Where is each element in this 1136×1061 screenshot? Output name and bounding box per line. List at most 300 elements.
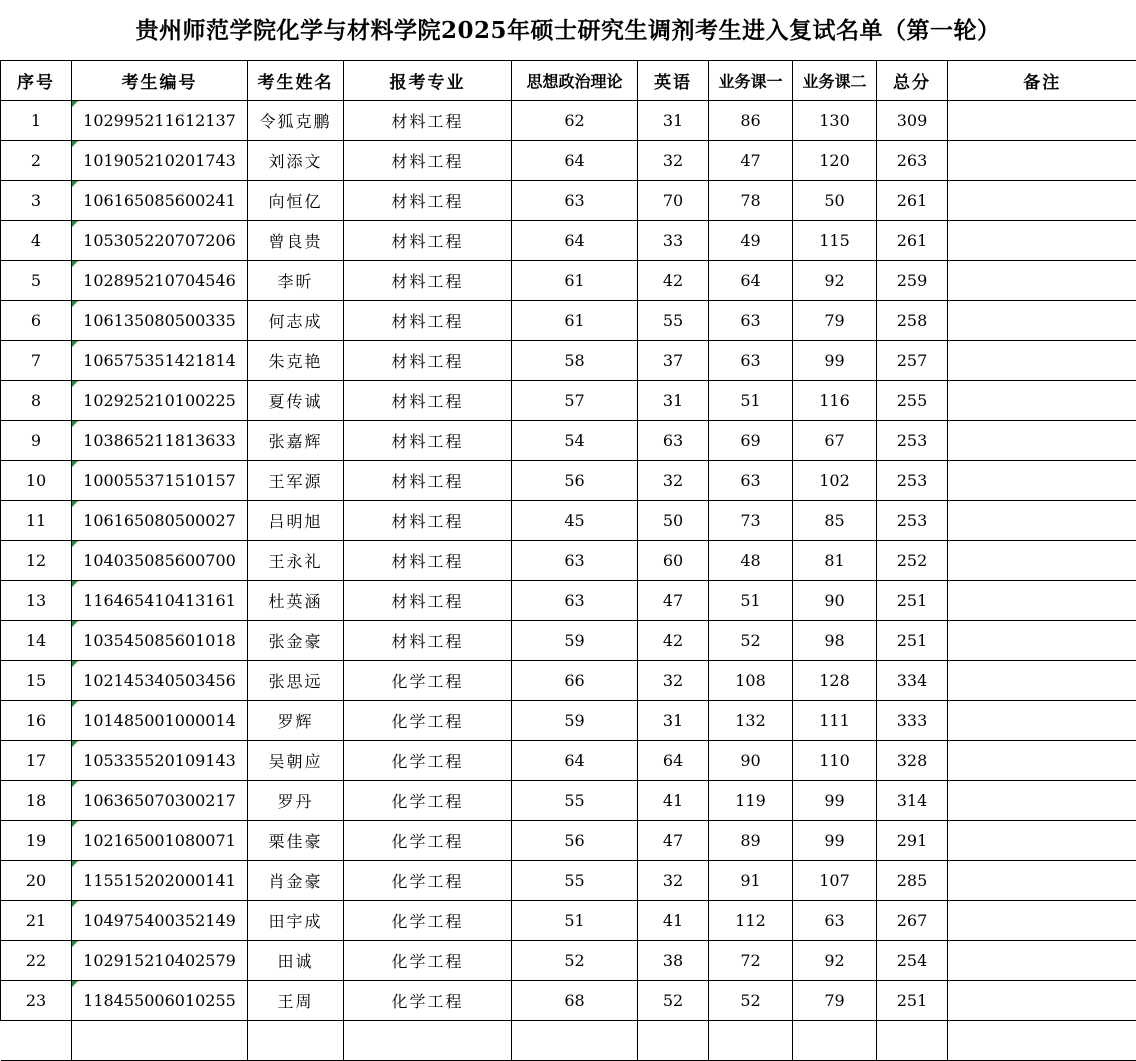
cell-course2[interactable]: 99 xyxy=(793,781,877,821)
cell-exam-id[interactable] xyxy=(72,901,248,941)
cell-remark[interactable] xyxy=(948,461,1136,501)
header-seq[interactable]: 序号 xyxy=(1,61,72,101)
cell-seq[interactable]: 2 xyxy=(1,141,72,181)
cell-course1[interactable]: 89 xyxy=(709,821,793,861)
table-row xyxy=(1,581,1136,621)
exam-id-text: 106365070300217 xyxy=(83,791,236,810)
cell-name[interactable]: 何志成 xyxy=(248,301,344,341)
cell-exam-id[interactable] xyxy=(72,101,248,141)
blank-cell[interactable] xyxy=(709,1021,793,1061)
cell-politics[interactable]: 56 xyxy=(512,461,638,501)
text-number-indicator-icon xyxy=(72,261,78,267)
cell-seq[interactable]: 18 xyxy=(1,781,72,821)
cell-seq[interactable]: 9 xyxy=(1,421,72,461)
cell-english[interactable]: 50 xyxy=(638,501,709,541)
cell-exam-id[interactable] xyxy=(72,821,248,861)
cell-total[interactable]: 291 xyxy=(877,821,948,861)
header-row xyxy=(1,61,1136,101)
cell-exam-id[interactable] xyxy=(72,621,248,661)
cell-total[interactable]: 253 xyxy=(877,501,948,541)
cell-seq[interactable]: 15 xyxy=(1,661,72,701)
cell-major[interactable]: 材料工程 xyxy=(344,261,512,301)
cell-total[interactable]: 328 xyxy=(877,741,948,781)
cell-exam-id[interactable] xyxy=(72,541,248,581)
text-number-indicator-icon xyxy=(72,781,78,787)
page-title: 贵州师范学院化学与材料学院2025年硕士研究生调剂考生进入复试名单（第一轮） xyxy=(0,0,1136,62)
cell-major[interactable]: 材料工程 xyxy=(344,461,512,501)
cell-course1[interactable]: 78 xyxy=(709,181,793,221)
cell-major[interactable]: 材料工程 xyxy=(344,221,512,261)
cell-name[interactable]: 罗辉 xyxy=(248,701,344,741)
cell-english[interactable]: 60 xyxy=(638,541,709,581)
cell-major[interactable]: 材料工程 xyxy=(344,341,512,381)
cell-course2[interactable]: 50 xyxy=(793,181,877,221)
exam-id-text: 116465410413161 xyxy=(83,591,236,610)
cell-course1[interactable]: 108 xyxy=(709,661,793,701)
cell-course1[interactable]: 52 xyxy=(709,621,793,661)
cell-politics[interactable]: 64 xyxy=(512,741,638,781)
cell-course2[interactable]: 81 xyxy=(793,541,877,581)
table-row xyxy=(1,221,1136,261)
cell-course2[interactable]: 111 xyxy=(793,701,877,741)
cell-name[interactable]: 王周 xyxy=(248,981,344,1021)
cell-remark[interactable] xyxy=(948,741,1136,781)
table-row xyxy=(1,981,1136,1021)
cell-total[interactable]: 285 xyxy=(877,861,948,901)
cell-name[interactable]: 夏传诚 xyxy=(248,381,344,421)
exam-id-text: 102145340503456 xyxy=(83,671,236,690)
cell-politics[interactable]: 58 xyxy=(512,341,638,381)
cell-english[interactable]: 38 xyxy=(638,941,709,981)
cell-course2[interactable]: 98 xyxy=(793,621,877,661)
cell-seq[interactable]: 17 xyxy=(1,741,72,781)
cell-english[interactable]: 32 xyxy=(638,141,709,181)
cell-major[interactable]: 化学工程 xyxy=(344,861,512,901)
cell-course1[interactable]: 51 xyxy=(709,581,793,621)
cell-remark[interactable] xyxy=(948,501,1136,541)
cell-exam-id[interactable] xyxy=(72,701,248,741)
table-row xyxy=(1,861,1136,901)
cell-course1[interactable]: 86 xyxy=(709,101,793,141)
cell-course2[interactable]: 85 xyxy=(793,501,877,541)
cell-politics[interactable]: 51 xyxy=(512,901,638,941)
cell-course2[interactable]: 102 xyxy=(793,461,877,501)
cell-english[interactable]: 63 xyxy=(638,421,709,461)
cell-course1[interactable]: 48 xyxy=(709,541,793,581)
table-row xyxy=(1,261,1136,301)
cell-remark[interactable] xyxy=(948,581,1136,621)
text-number-indicator-icon xyxy=(72,861,78,867)
cell-english[interactable]: 42 xyxy=(638,261,709,301)
cell-course2[interactable]: 130 xyxy=(793,101,877,141)
text-number-indicator-icon xyxy=(72,541,78,547)
cell-seq[interactable]: 13 xyxy=(1,581,72,621)
header-total[interactable]: 总分 xyxy=(877,61,948,101)
cell-exam-id[interactable] xyxy=(72,501,248,541)
cell-seq[interactable]: 8 xyxy=(1,381,72,421)
cell-course2[interactable]: 79 xyxy=(793,301,877,341)
cell-total[interactable]: 261 xyxy=(877,221,948,261)
cell-seq[interactable]: 16 xyxy=(1,701,72,741)
cell-name[interactable]: 张思远 xyxy=(248,661,344,701)
cell-remark[interactable] xyxy=(948,181,1136,221)
cell-name[interactable]: 罗丹 xyxy=(248,781,344,821)
cell-total[interactable]: 258 xyxy=(877,301,948,341)
cell-major[interactable]: 材料工程 xyxy=(344,421,512,461)
cell-course1[interactable]: 91 xyxy=(709,861,793,901)
cell-exam-id[interactable] xyxy=(72,141,248,181)
cell-remark[interactable] xyxy=(948,261,1136,301)
cell-course1[interactable]: 90 xyxy=(709,741,793,781)
cell-total[interactable]: 257 xyxy=(877,341,948,381)
cell-exam-id[interactable] xyxy=(72,861,248,901)
cell-english[interactable]: 32 xyxy=(638,661,709,701)
blank-cell[interactable] xyxy=(638,1021,709,1061)
cell-seq[interactable]: 6 xyxy=(1,301,72,341)
text-number-indicator-icon xyxy=(72,981,78,987)
cell-major[interactable]: 材料工程 xyxy=(344,541,512,581)
text-number-indicator-icon xyxy=(72,941,78,947)
cell-name[interactable]: 吕明旭 xyxy=(248,501,344,541)
cell-politics[interactable]: 61 xyxy=(512,261,638,301)
cell-exam-id[interactable] xyxy=(72,661,248,701)
cell-politics[interactable]: 54 xyxy=(512,421,638,461)
cell-remark[interactable] xyxy=(948,381,1136,421)
cell-course2[interactable]: 92 xyxy=(793,261,877,301)
header-course1[interactable]: 业务课一 xyxy=(709,61,793,101)
cell-english[interactable]: 31 xyxy=(638,101,709,141)
cell-major[interactable]: 材料工程 xyxy=(344,141,512,181)
cell-politics[interactable]: 45 xyxy=(512,501,638,541)
cell-total[interactable]: 309 xyxy=(877,101,948,141)
cell-politics[interactable]: 62 xyxy=(512,101,638,141)
cell-seq[interactable]: 22 xyxy=(1,941,72,981)
cell-major[interactable]: 化学工程 xyxy=(344,981,512,1021)
cell-major[interactable]: 化学工程 xyxy=(344,901,512,941)
cell-course2[interactable]: 79 xyxy=(793,981,877,1021)
cell-english[interactable]: 37 xyxy=(638,341,709,381)
header-politics[interactable]: 思想政治理论 xyxy=(512,61,638,101)
header-exam-id[interactable]: 考生编号 xyxy=(72,61,248,101)
cell-total[interactable]: 255 xyxy=(877,381,948,421)
exam-id-text: 102915210402579 xyxy=(83,951,236,970)
exam-id-text: 102895210704546 xyxy=(83,271,236,290)
cell-total[interactable]: 259 xyxy=(877,261,948,301)
exam-id-text: 101485001000014 xyxy=(83,711,236,730)
cell-major[interactable]: 化学工程 xyxy=(344,661,512,701)
cell-exam-id[interactable] xyxy=(72,261,248,301)
header-major[interactable]: 报考专业 xyxy=(344,61,512,101)
cell-politics[interactable]: 61 xyxy=(512,301,638,341)
cell-course1[interactable]: 119 xyxy=(709,781,793,821)
cell-major[interactable]: 材料工程 xyxy=(344,301,512,341)
cell-seq[interactable]: 20 xyxy=(1,861,72,901)
cell-remark[interactable] xyxy=(948,781,1136,821)
cell-english[interactable]: 32 xyxy=(638,861,709,901)
cell-total[interactable]: 334 xyxy=(877,661,948,701)
cell-politics[interactable]: 55 xyxy=(512,861,638,901)
exam-id-text: 106135080500335 xyxy=(83,311,236,330)
cell-major[interactable]: 材料工程 xyxy=(344,101,512,141)
cell-remark[interactable] xyxy=(948,661,1136,701)
cell-seq[interactable]: 10 xyxy=(1,461,72,501)
text-number-indicator-icon xyxy=(72,621,78,627)
cell-remark[interactable] xyxy=(948,981,1136,1021)
cell-seq[interactable]: 23 xyxy=(1,981,72,1021)
cell-course1[interactable]: 47 xyxy=(709,141,793,181)
text-number-indicator-icon xyxy=(72,741,78,747)
blank-cell[interactable] xyxy=(1,1021,72,1061)
text-number-indicator-icon xyxy=(72,381,78,387)
cell-english[interactable]: 70 xyxy=(638,181,709,221)
cell-course2[interactable]: 63 xyxy=(793,901,877,941)
cell-total[interactable]: 252 xyxy=(877,541,948,581)
cell-major[interactable]: 材料工程 xyxy=(344,181,512,221)
cell-name[interactable]: 张金豪 xyxy=(248,621,344,661)
cell-english[interactable]: 32 xyxy=(638,461,709,501)
cell-course2[interactable]: 90 xyxy=(793,581,877,621)
text-number-indicator-icon xyxy=(72,301,78,307)
cell-course2[interactable]: 110 xyxy=(793,741,877,781)
cell-course2[interactable]: 99 xyxy=(793,341,877,381)
cell-name[interactable]: 杜英涵 xyxy=(248,581,344,621)
cell-name[interactable]: 张嘉辉 xyxy=(248,421,344,461)
table-row xyxy=(1,461,1136,501)
cell-total[interactable]: 263 xyxy=(877,141,948,181)
cell-major[interactable]: 材料工程 xyxy=(344,501,512,541)
cell-seq[interactable]: 3 xyxy=(1,181,72,221)
cell-name[interactable]: 田诚 xyxy=(248,941,344,981)
cell-course2[interactable]: 92 xyxy=(793,941,877,981)
cell-course1[interactable]: 73 xyxy=(709,501,793,541)
cell-course2[interactable]: 99 xyxy=(793,821,877,861)
cell-major[interactable]: 化学工程 xyxy=(344,741,512,781)
exam-id-text: 103865211813633 xyxy=(83,431,236,450)
table-row xyxy=(1,821,1136,861)
cell-politics[interactable]: 63 xyxy=(512,541,638,581)
table-row xyxy=(1,541,1136,581)
cell-politics[interactable]: 57 xyxy=(512,381,638,421)
cell-seq[interactable]: 4 xyxy=(1,221,72,261)
cell-remark[interactable] xyxy=(948,101,1136,141)
cell-english[interactable]: 55 xyxy=(638,301,709,341)
cell-seq[interactable]: 21 xyxy=(1,901,72,941)
cell-course1[interactable]: 63 xyxy=(709,301,793,341)
text-number-indicator-icon xyxy=(72,661,78,667)
cell-remark[interactable] xyxy=(948,341,1136,381)
cell-remark[interactable] xyxy=(948,221,1136,261)
cell-english[interactable]: 42 xyxy=(638,621,709,661)
cell-remark[interactable] xyxy=(948,301,1136,341)
cell-politics[interactable]: 59 xyxy=(512,701,638,741)
cell-course1[interactable]: 112 xyxy=(709,901,793,941)
cell-english[interactable]: 31 xyxy=(638,701,709,741)
exam-id-text: 101905210201743 xyxy=(83,151,236,170)
exam-id-text: 102995211612137 xyxy=(83,111,236,130)
cell-remark[interactable] xyxy=(948,701,1136,741)
cell-course1[interactable]: 63 xyxy=(709,341,793,381)
cell-total[interactable]: 267 xyxy=(877,901,948,941)
cell-exam-id[interactable] xyxy=(72,421,248,461)
cell-seq[interactable]: 14 xyxy=(1,621,72,661)
cell-english[interactable]: 64 xyxy=(638,741,709,781)
cell-remark[interactable] xyxy=(948,941,1136,981)
cell-name[interactable]: 李昕 xyxy=(248,261,344,301)
cell-seq[interactable]: 11 xyxy=(1,501,72,541)
cell-remark[interactable] xyxy=(948,421,1136,461)
cell-name[interactable]: 王永礼 xyxy=(248,541,344,581)
cell-remark[interactable] xyxy=(948,621,1136,661)
cell-major[interactable]: 材料工程 xyxy=(344,621,512,661)
cell-course2[interactable]: 115 xyxy=(793,221,877,261)
cell-politics[interactable]: 55 xyxy=(512,781,638,821)
cell-total[interactable]: 251 xyxy=(877,621,948,661)
cell-exam-id[interactable] xyxy=(72,741,248,781)
cell-course1[interactable]: 63 xyxy=(709,461,793,501)
table-row xyxy=(1,381,1136,421)
cell-politics[interactable]: 68 xyxy=(512,981,638,1021)
cell-major[interactable]: 化学工程 xyxy=(344,941,512,981)
cell-politics[interactable]: 56 xyxy=(512,821,638,861)
exam-id-text: 105335520109143 xyxy=(83,751,236,770)
cell-exam-id[interactable] xyxy=(72,301,248,341)
cell-name[interactable]: 吴朝应 xyxy=(248,741,344,781)
cell-remark[interactable] xyxy=(948,861,1136,901)
cell-course1[interactable]: 132 xyxy=(709,701,793,741)
cell-remark[interactable] xyxy=(948,821,1136,861)
cell-english[interactable]: 41 xyxy=(638,901,709,941)
blank-cell[interactable] xyxy=(948,1021,1136,1061)
table-row xyxy=(1,141,1136,181)
cell-total[interactable]: 251 xyxy=(877,581,948,621)
cell-course1[interactable]: 49 xyxy=(709,221,793,261)
cell-course2[interactable]: 128 xyxy=(793,661,877,701)
candidate-table xyxy=(0,60,1136,1061)
table-row xyxy=(1,501,1136,541)
cell-course2[interactable]: 107 xyxy=(793,861,877,901)
table-row xyxy=(1,741,1136,781)
cell-english[interactable]: 31 xyxy=(638,381,709,421)
header-remark[interactable]: 备注 xyxy=(948,61,1136,101)
cell-exam-id[interactable] xyxy=(72,221,248,261)
cell-course1[interactable]: 51 xyxy=(709,381,793,421)
cell-total[interactable]: 261 xyxy=(877,181,948,221)
header-course2[interactable]: 业务课二 xyxy=(793,61,877,101)
cell-name[interactable]: 栗佳豪 xyxy=(248,821,344,861)
cell-name[interactable]: 向恒亿 xyxy=(248,181,344,221)
cell-major[interactable]: 化学工程 xyxy=(344,781,512,821)
cell-seq[interactable]: 12 xyxy=(1,541,72,581)
exam-id-text: 106165085600241 xyxy=(83,191,236,210)
cell-course2[interactable]: 67 xyxy=(793,421,877,461)
cell-course1[interactable]: 69 xyxy=(709,421,793,461)
cell-course1[interactable]: 72 xyxy=(709,941,793,981)
cell-exam-id[interactable] xyxy=(72,781,248,821)
cell-name[interactable]: 刘添文 xyxy=(248,141,344,181)
table-row xyxy=(1,621,1136,661)
cell-name[interactable]: 王军源 xyxy=(248,461,344,501)
cell-exam-id[interactable] xyxy=(72,341,248,381)
cell-major[interactable]: 材料工程 xyxy=(344,381,512,421)
cell-exam-id[interactable] xyxy=(72,381,248,421)
cell-exam-id[interactable] xyxy=(72,941,248,981)
text-number-indicator-icon xyxy=(72,821,78,827)
cell-english[interactable]: 47 xyxy=(638,581,709,621)
cell-exam-id[interactable] xyxy=(72,461,248,501)
cell-course2[interactable]: 116 xyxy=(793,381,877,421)
blank-cell[interactable] xyxy=(344,1021,512,1061)
cell-seq[interactable]: 7 xyxy=(1,341,72,381)
cell-name[interactable]: 田宇成 xyxy=(248,901,344,941)
cell-politics[interactable]: 59 xyxy=(512,621,638,661)
text-number-indicator-icon xyxy=(72,701,78,707)
cell-total[interactable]: 254 xyxy=(877,941,948,981)
cell-politics[interactable]: 64 xyxy=(512,221,638,261)
cell-course2[interactable]: 120 xyxy=(793,141,877,181)
cell-major[interactable]: 材料工程 xyxy=(344,581,512,621)
blank-cell[interactable] xyxy=(512,1021,638,1061)
cell-politics[interactable]: 63 xyxy=(512,581,638,621)
cell-exam-id[interactable] xyxy=(72,581,248,621)
exam-id-text: 104035085600700 xyxy=(83,551,236,570)
cell-total[interactable]: 333 xyxy=(877,701,948,741)
cell-major[interactable]: 化学工程 xyxy=(344,821,512,861)
cell-seq[interactable]: 19 xyxy=(1,821,72,861)
cell-course1[interactable]: 52 xyxy=(709,981,793,1021)
cell-seq[interactable]: 5 xyxy=(1,261,72,301)
cell-seq[interactable]: 1 xyxy=(1,101,72,141)
cell-english[interactable]: 52 xyxy=(638,981,709,1021)
cell-course1[interactable]: 64 xyxy=(709,261,793,301)
cell-total[interactable]: 251 xyxy=(877,981,948,1021)
cell-major[interactable]: 化学工程 xyxy=(344,701,512,741)
table-row xyxy=(1,701,1136,741)
table-row xyxy=(1,901,1136,941)
exam-id-text: 102925210100225 xyxy=(83,391,236,410)
cell-politics[interactable]: 66 xyxy=(512,661,638,701)
cell-politics[interactable]: 52 xyxy=(512,941,638,981)
blank-cell[interactable] xyxy=(793,1021,877,1061)
cell-remark[interactable] xyxy=(948,901,1136,941)
exam-id-text: 115515202000141 xyxy=(83,871,236,890)
cell-politics[interactable]: 63 xyxy=(512,181,638,221)
text-number-indicator-icon xyxy=(72,501,78,507)
blank-cell[interactable] xyxy=(248,1021,344,1061)
header-name[interactable]: 考生姓名 xyxy=(248,61,344,101)
cell-name[interactable]: 朱克艳 xyxy=(248,341,344,381)
cell-politics[interactable]: 64 xyxy=(512,141,638,181)
cell-name[interactable]: 曾良贵 xyxy=(248,221,344,261)
cell-name[interactable]: 令狐克鹏 xyxy=(248,101,344,141)
cell-name[interactable]: 肖金豪 xyxy=(248,861,344,901)
cell-english[interactable]: 33 xyxy=(638,221,709,261)
cell-english[interactable]: 41 xyxy=(638,781,709,821)
cell-english[interactable]: 47 xyxy=(638,821,709,861)
cell-total[interactable]: 253 xyxy=(877,421,948,461)
text-number-indicator-icon xyxy=(72,901,78,907)
blank-cell[interactable] xyxy=(877,1021,948,1061)
header-english[interactable]: 英语 xyxy=(638,61,709,101)
cell-remark[interactable] xyxy=(948,541,1136,581)
cell-remark[interactable] xyxy=(948,141,1136,181)
exam-id-text: 106165080500027 xyxy=(83,511,236,530)
cell-total[interactable]: 253 xyxy=(877,461,948,501)
cell-exam-id[interactable] xyxy=(72,981,248,1021)
blank-cell[interactable] xyxy=(72,1021,248,1061)
text-number-indicator-icon xyxy=(72,461,78,467)
cell-total[interactable]: 314 xyxy=(877,781,948,821)
cell-exam-id[interactable] xyxy=(72,181,248,221)
